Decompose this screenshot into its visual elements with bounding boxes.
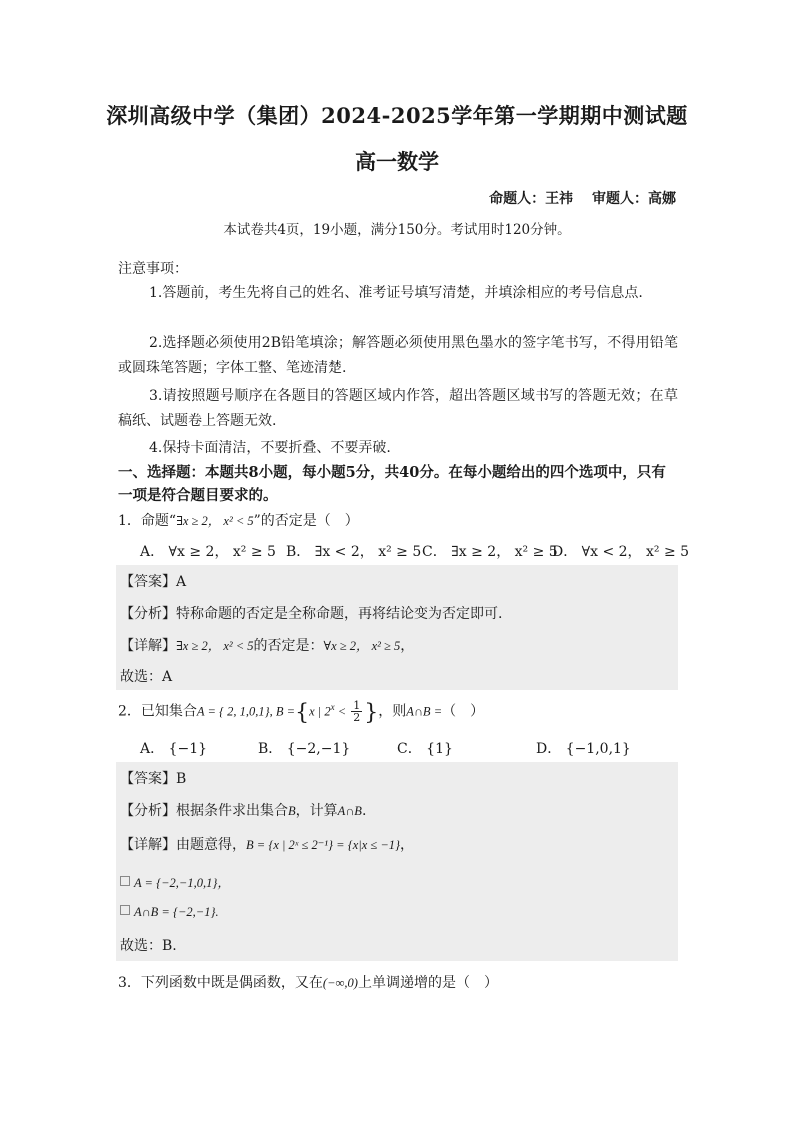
option-d: D． {−1,0,1} xyxy=(536,741,631,757)
exam-title: 深圳高级中学（集团）2024-2025学年第一学期期中测试题 xyxy=(106,103,688,128)
option-d: D． ∀x < 2， x² ≥ 5 xyxy=(552,544,690,560)
choose-line: 故选：B. xyxy=(120,938,177,954)
detail-line: 【详解】由题意得，B = {x | 2ˣ ≤ 2⁻¹} = {x|x ≤ −1}， xyxy=(120,837,415,853)
note-item: 4.保持卡面清洁，不要折叠、不要弄破. xyxy=(149,440,391,456)
reviewer: 审题人：高娜 xyxy=(592,191,676,207)
choose-line: 故选：A xyxy=(120,669,173,685)
math-expression: ∃x ≥ 2， x² < 5 xyxy=(176,514,254,528)
answer-line: 【答案】B xyxy=(120,771,187,787)
option-c: C． ∃x ≥ 2， x² ≥ 5 xyxy=(422,544,558,560)
question-2-options xyxy=(140,738,680,758)
intersection-line: A∩B = {−2,−1}. xyxy=(120,904,219,920)
question-2-answer-block xyxy=(116,762,678,961)
section-heading: 一、选择题：本题共8小题，每小题5分，共40分。在每小题给出的四个选项中，只有一项是符合题目要求的。 xyxy=(118,464,666,504)
set-a-line: A = {−2,−1,0,1}， xyxy=(120,873,230,891)
question-3-stem: 3．下列函数中既是偶函数，又在(−∞,0)上单调递增的是（ ） xyxy=(118,975,498,991)
note-item: 2.选择题必须使用2B铅笔填涂；解答题必须使用黑色墨水的签字笔书写，不得用铅笔或圆珠笔答题；字体工整、笔迹清楚. xyxy=(118,335,678,376)
question-1-answer-block xyxy=(116,565,678,690)
note-item: 1.答题前，考生先将自己的姓名、准考证号填写清楚，并填涂相应的考号信息点. xyxy=(149,285,643,301)
question-1-stem: 1．命题“∃x ≥ 2， x² < 5”的否定是（ ） xyxy=(118,513,359,529)
notes-heading: 注意事项： xyxy=(118,261,188,277)
question-2-stem: 2．已知集合A = { 2, 1,0,1}, B ={x | $2^x$ < $\frac{1}{2}$ }，则A∩B =（ ） xyxy=(118,699,485,726)
fraction: $\frac{1}{2}$ xyxy=(353,699,361,724)
exam-subtitle: 高一数学 xyxy=(355,149,439,174)
option-a: A． {−1} xyxy=(140,741,208,757)
answer-line: 【答案】A xyxy=(120,574,187,590)
therefore-box-icon xyxy=(120,905,130,915)
authors xyxy=(475,188,676,208)
analysis-line: 【分析】特称命题的否定是全称命题，再将结论变为否定即可. xyxy=(120,606,503,622)
option-a: A． ∀x ≥ 2， x² ≥ 5 xyxy=(140,544,276,560)
analysis-line: 【分析】根据条件求出集合B，计算A∩B. xyxy=(120,803,367,819)
detail-line: 【详解】∃x ≥ 2， x² < 5的否定是：∀x ≥ 2， x² ≥ 5， xyxy=(120,638,415,654)
author: 命题人：王祎 xyxy=(489,191,574,207)
note-item: 3.请按照题号顺序在各题目的答题区域内作答，超出答题区域书写的答题无效；在草稿纸、试题卷上答题无效. xyxy=(118,388,678,429)
option-b: B． {−2,−1} xyxy=(258,741,351,757)
option-b: B． ∃x < 2， x² ≥ 5 xyxy=(286,544,422,560)
question-1-options xyxy=(140,541,690,561)
exam-info: 本试卷共4页，19小题，满分150分。考试用时120分钟。 xyxy=(223,222,571,238)
option-c: C． {1} xyxy=(397,741,453,757)
therefore-box-icon xyxy=(120,876,130,886)
